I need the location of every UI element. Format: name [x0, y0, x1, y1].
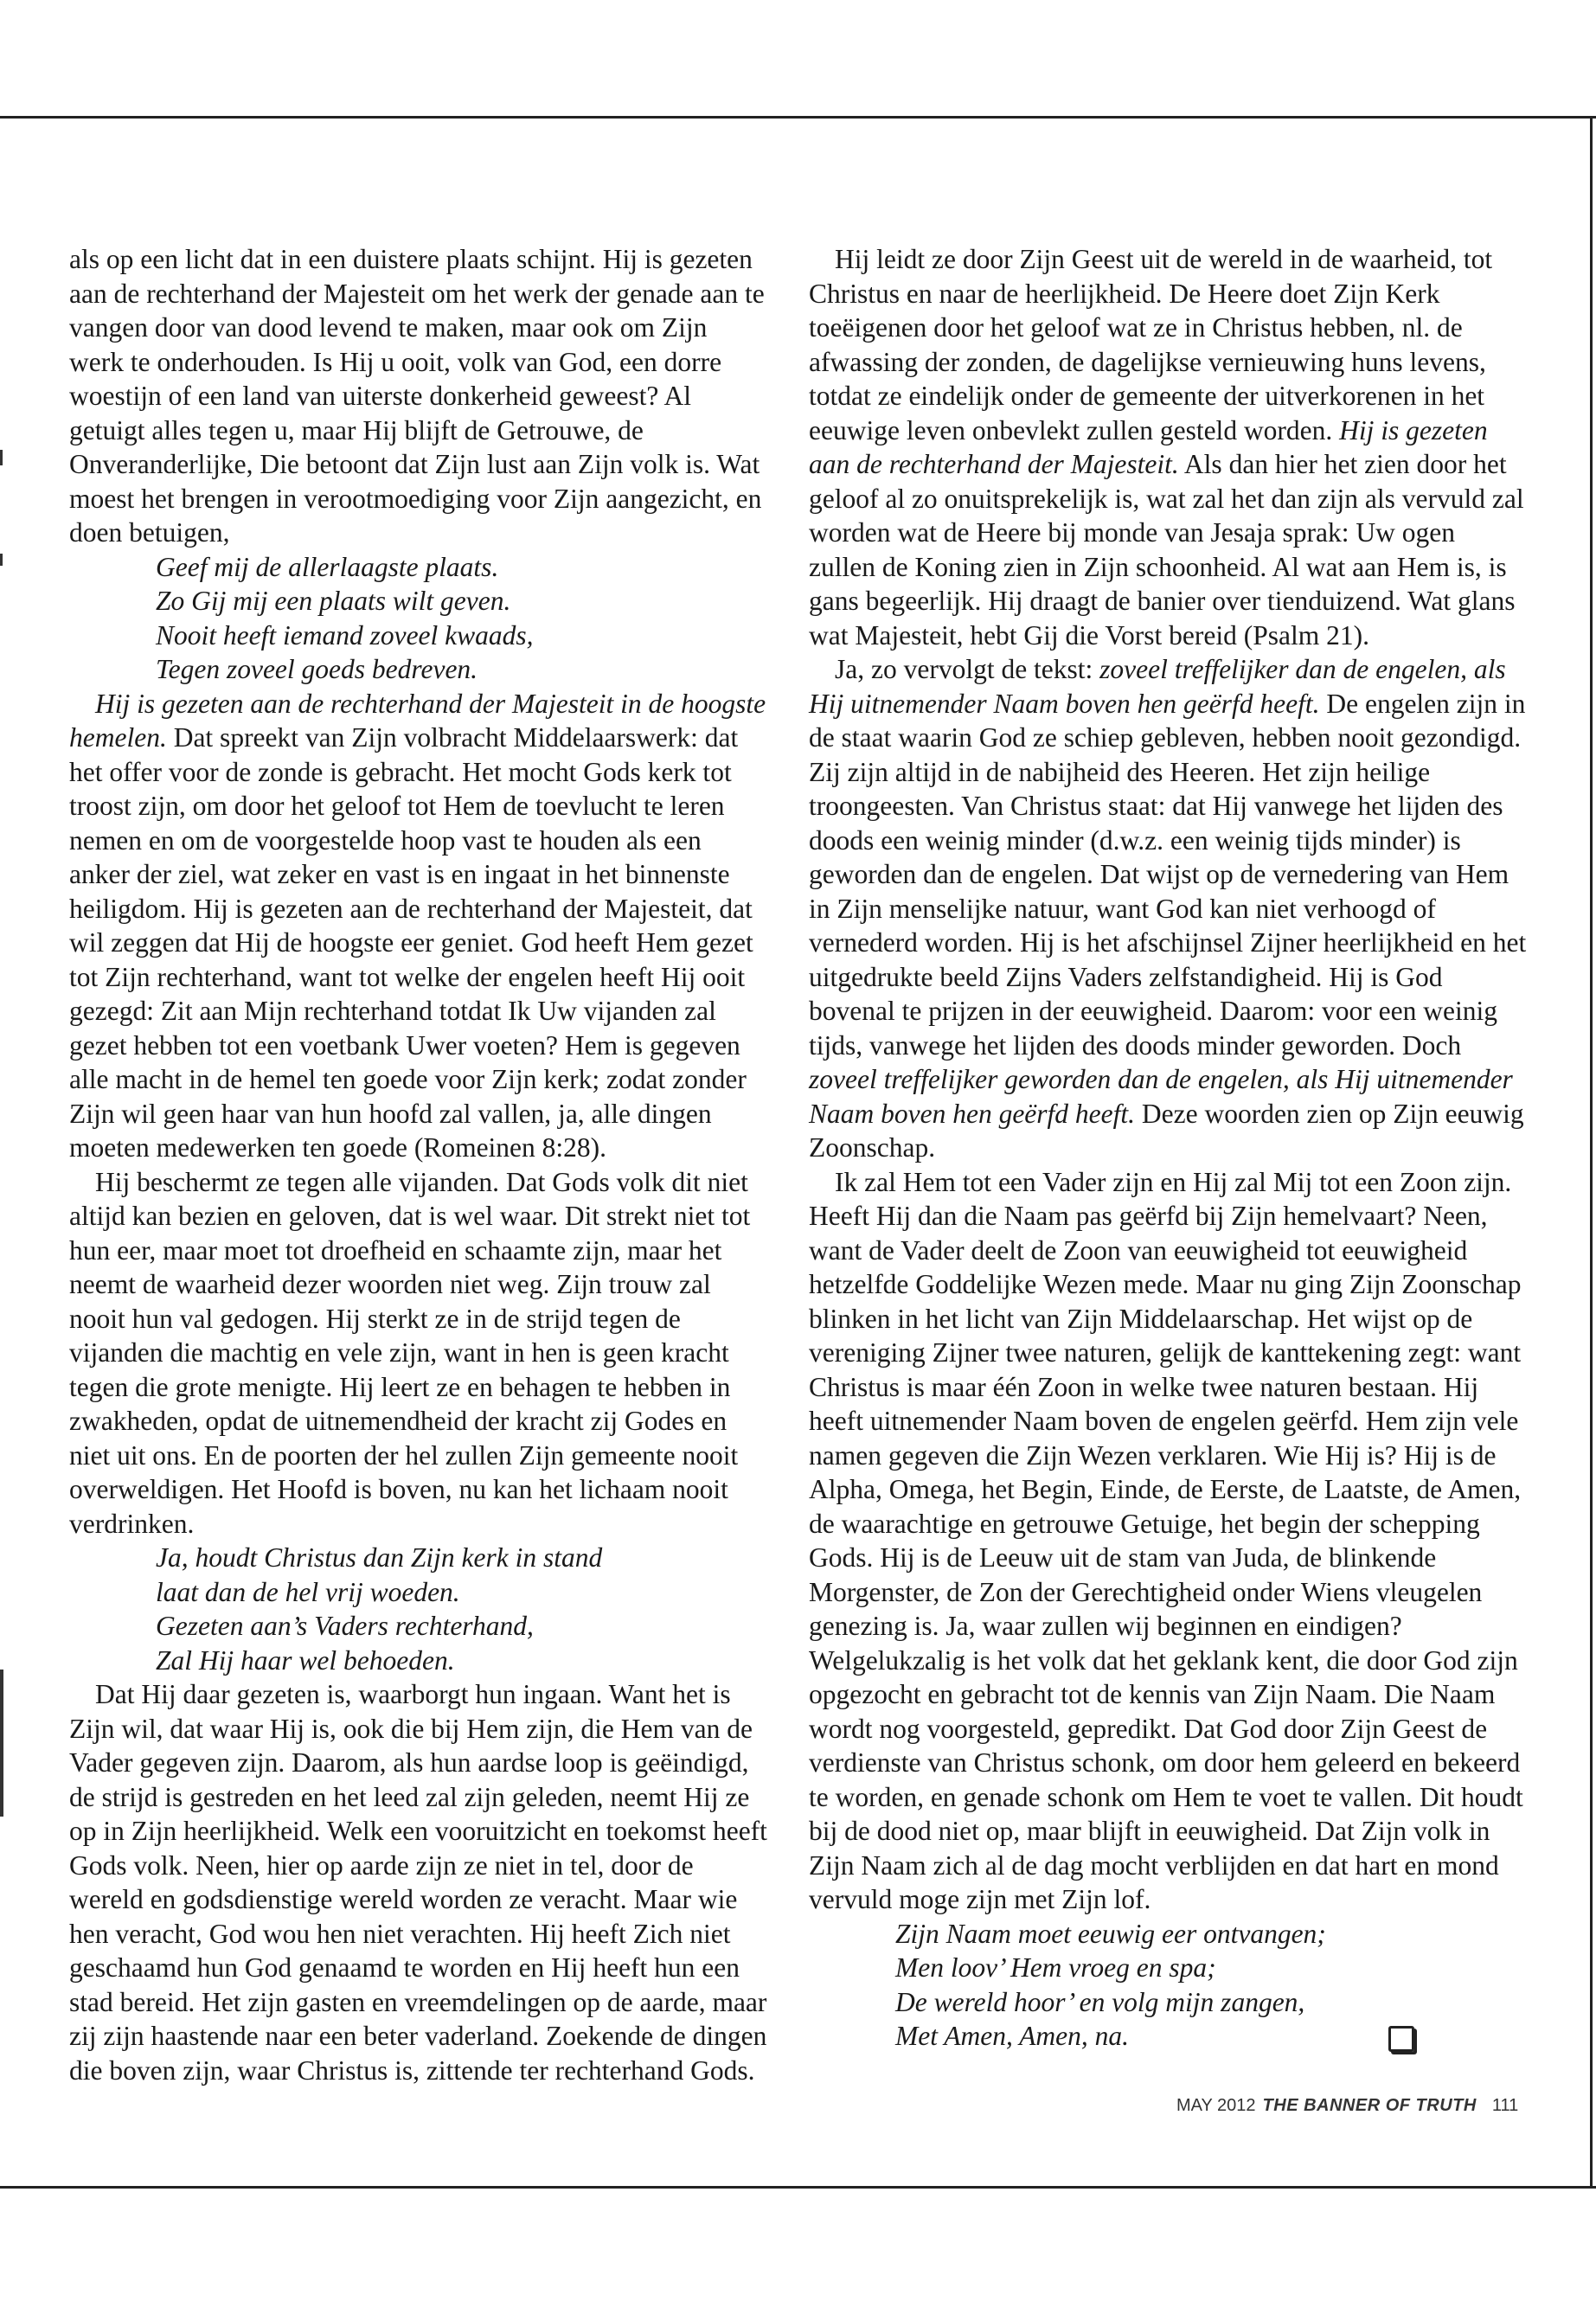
- italic-quote: zoveel treffelijker dan de engelen, als Hij uitnemender Naam boven hen geërfd heeft.: [809, 654, 1506, 719]
- end-of-article-icon: [1388, 2026, 1414, 2052]
- paragraph: Ik zal Hem tot een Vader zijn en Hij zal Mij tot een Zoon zijn. Heeft Hij dan die Naam pas geërfd bij Zijn hemelvaart? Neen, want de Vader deelt de Zoon van eeuwigheid tot eeuwigheid hetzelfde Goddelijke Wezen mede. Maar nu ging Zijn Zoonschap blinken in het licht van Zijn Middelaarschap. Het wijst op de vereniging Zijner twee naturen, gelijk de kanttekening zegt: want Christus is maar één Zoon in welke twee naturen bestaan. Hij heeft uitnemender Naam boven de engelen geërfd. Hem zijn vele namen gegeven die Zijn Wezen verklaren. Wie Hij is? Hij is de Alpha, Omega, het Begin, Einde, de Eerste, de Laatste, de Amen, de waarachtige en getrouwe Getuige, het begin der schepping Gods. Hij is de Leeuw uit de stam van Juda, de blinkende Morgenster, de Zon der Gerechtigheid onder Wiens vleugelen genezing is. Ja, waar zullen wij beginnen en eindigen? Welgelukzalig is het volk dat het geklank kent, die door God zijn opgezocht en gebracht tot de kennis van Zijn Naam. Die Naam wordt nog voorgesteld, gepredikt. Dat God door Zijn Geest de verdienste van Christus schonk, om door hem geleerd en bekeerd te worden, en genade schonk om Hem te voet te vallen. Dit houdt bij de dood niet op, maar blijft in eeuwigheid. Dat Zijn volk in Zijn Naam zich al de dag mocht verblijden en dat hart en mond vervuld moge zijn met Zijn lof.: [809, 1166, 1523, 1914]
- paragraph-text: De engelen zijn in de staat waarin God ze schiep gebleven, hebben nooit gezondigd. Zij zijn altijd in de nabijheid des Heeren. Het zijn heilige troongeesten. Van Christus staat: dat Hij vanwege het lijden des doods een weinig minder (d.w.z. een weinig tijds minder) is geworden dan de engelen. Dat wijst op de vernedering van Hem in Zijn menselijke natuur, want God kan niet verhoogd of vernederd worden. Hij is het afschijnsel Zijner heerlijkheid en het uitgedrukte beeld Zijns Vaders zelfstandigheid. Hij is God bovenal te prijzen in der eeuwigheid. Daarom: voor een weinig tijds, vanwege het lijden des doods minder geworden. Doch: [809, 688, 1527, 1061]
- verse-line: Zal Hij haar wel behoeden.: [156, 1644, 455, 1676]
- italic-quote: Hij is gezeten aan de rechterhand der Majesteit in de hoogste hemelen.: [69, 688, 766, 753]
- paragraph-text: Dat spreekt van Zijn volbracht Middelaarswerk: dat het offer voor de zonde is gebracht. Het mocht Gods kerk tot troost zijn, om door het geloof tot Hem de toevlucht te leren nemen en om de voorgestelde hoop vast te houden als een anker der ziel, wat zeker en vast is en ingaat in het binnenste heiligdom. Hij is gezeten aan de rechterhand der Majesteit, dat wil zeggen dat Hij de hoogste eer geniet. God heeft Hem gezet tot Zijn rechterhand, want tot welke der engelen heeft Hij ooit gezegd: Zit aan Mijn rechterhand totdat Ik Uw vijanden zal gezet hebben tot een voetbank Uwer voeten? Hem is gegeven alle macht in de hemel ten goede voor Zijn kerk; zodat zonder Zijn wil geen haar van hun hoofd zal vallen, ja, alle dingen moeten medewerken ten goede (Romeinen 8:28).: [69, 722, 753, 1163]
- verse-line: Zo Gij mij een plaats wilt geven.: [156, 586, 511, 616]
- verse-line: laat dan de hel vrij woeden.: [156, 1576, 460, 1607]
- verse-line: Nooit heeft iemand zoveel kwaads,: [156, 619, 534, 651]
- page-number: 111: [1491, 2096, 1519, 2115]
- paragraph: als op een licht dat in een duistere plaats schijnt. Hij is gezeten aan de rechterhand der Majesteit om het werk der genade aan te vangen door van dood levend te maken, maar ook om Zijn werk te onderhouden. Is Hij u ooit, volk van God, een dorre woestijn of een land van uiterste donkerheid geweest? Al getuigt alles tegen u, maar Hij blijft de Getrouwe, de Onveranderlijke, Die betoont dat Zijn lust aan Zijn volk is. Wat moest het brengen in verootmoediging voor Zijn aangezicht, en doen betuigen,: [69, 244, 765, 548]
- paragraph-text: Deze woorden zien op Zijn eeuwig Zoonschap.: [809, 1098, 1524, 1163]
- right-column: [809, 242, 1527, 2054]
- publication-name: THE BANNER OF TRUTH: [1262, 2096, 1477, 2115]
- paragraph-text: Als dan hier het zien door het geloof al zo onuitsprekelijk is, wat zal het dan zijn als vervuld zal worden wat de Heere bij monde van Jesaja sprak: Uw ogen zullen de Koning zien in Zijn schoonheid. Al wat aan Hem is, is gans begeerlijk. Hij draagt de banier over tienduizend. Wat glans wat Majesteit, hebt Gij die Vorst bereid (Psalm 21).: [809, 449, 1524, 651]
- paragraph-text: Ja, zo vervolgt de tekst:: [835, 654, 1100, 684]
- scan-mark: [0, 554, 3, 566]
- paragraph: [809, 242, 1527, 652]
- verse-block: [69, 550, 768, 687]
- page-frame-bottom: [0, 2186, 1596, 2189]
- verse-line: Zijn Naam moet eeuwig eer ontvangen;: [895, 1918, 1326, 1949]
- paragraph-text: Hij leidt ze door Zijn Geest uit de wereld in de waarheid, tot Christus en naar de heerlijkheid. De Heere doet Zijn Kerk toeëigenen door het geloof wat ze in Christus hebben, nl. de afwassing der zonden, de dagelijkse vernieuwing huns levens, totdat ze eindelijk onder de gemeente der uitverkorenen in het eeuwige leven onbevlekt zullen gesteld worden.: [809, 244, 1493, 445]
- page-frame-top: [0, 116, 1596, 119]
- paragraph: Hij beschermt ze tegen alle vijanden. Dat Gods volk dit niet altijd kan bezien en geloven, dat is wel waar. Dit strekt niet tot hun eer, maar moet tot droefheid en schaamte zijn, maar het neemt de waarheid dezer woorden niet weg. Zijn trouw zal nooit hun val gedogen. Hij sterkt ze in de strijd tegen de vijanden die machtig en vele zijn, want in hen is geen kracht tegen die grote menigte. Hij leert ze en behagen te hebben in zwakheden, opdat de uitnemendheid der kracht zij Godes en niet uit ons. En de poorten der hel zullen Zijn gemeente nooit overweldigen. Het Hoofd is boven, nu kan het lichaam nooit verdrinken.: [69, 1166, 751, 1539]
- verse-line: Gezeten aan’s Vaders rechterhand,: [156, 1611, 534, 1641]
- verse-line: De wereld hoor’ en volg mijn zangen,: [895, 1986, 1305, 2017]
- verse-line: [895, 2019, 1527, 2054]
- verse-line: Ja, houdt Christus dan Zijn kerk in stand: [156, 1542, 603, 1573]
- page-footer: [1176, 2096, 1540, 2116]
- verse-block: [69, 1541, 768, 1677]
- verse-line-text: Met Amen, Amen, na.: [895, 2021, 1130, 2051]
- paragraph: [69, 687, 768, 1165]
- verse-line: Tegen zoveel goeds bedreven.: [156, 654, 478, 684]
- left-column: [69, 242, 768, 2087]
- italic-quote: Hij is gezeten aan de rechterhand der Majesteit.: [809, 414, 1488, 479]
- verse-line: Geef mij de allerlaagste plaats.: [156, 551, 499, 582]
- scan-mark: [0, 450, 3, 465]
- verse-block: [809, 1917, 1527, 2054]
- italic-quote: zoveel treffelijker geworden dan de engelen, als Hij uitnemender Naam boven hen geërfd heeft.: [809, 1064, 1513, 1129]
- paragraph: [809, 652, 1527, 1165]
- issue-date: MAY 2012: [1176, 2096, 1256, 2115]
- scan-mark: [0, 1670, 3, 1817]
- paragraph: Dat Hij daar gezeten is, waarborgt hun ingaan. Want het is Zijn wil, dat waar Hij is, ook die bij Hem zijn, die Hem van de Vader gegeven zijn. Daarom, als hun aardse loop is geëindigd, de strijd is gestreden en het leed zal zijn geleden, neemt Hij ze op in Zijn heerlijkheid. Welk een vooruitzicht en toekomst heeft Gods volk. Neen, hier op aarde zijn ze niet in tel, door de wereld en godsdienstige wereld worden ze veracht. Maar wie hen veracht, God wou hen niet verachten. Hij heeft Zich niet geschaamd hun God genaamd te worden en Hij heeft hun een stad bereid. Het zijn gasten en vreemdelingen op de aarde, maar zij zijn haastende naar een beter vaderland. Zoekende de dingen die boven zijn, waar Christus is, zittende ter rechterhand Gods.: [69, 1679, 767, 2086]
- verse-line: Men loov’ Hem vroeg en spa;: [895, 1952, 1216, 1983]
- page-frame-right: [1590, 116, 1593, 2189]
